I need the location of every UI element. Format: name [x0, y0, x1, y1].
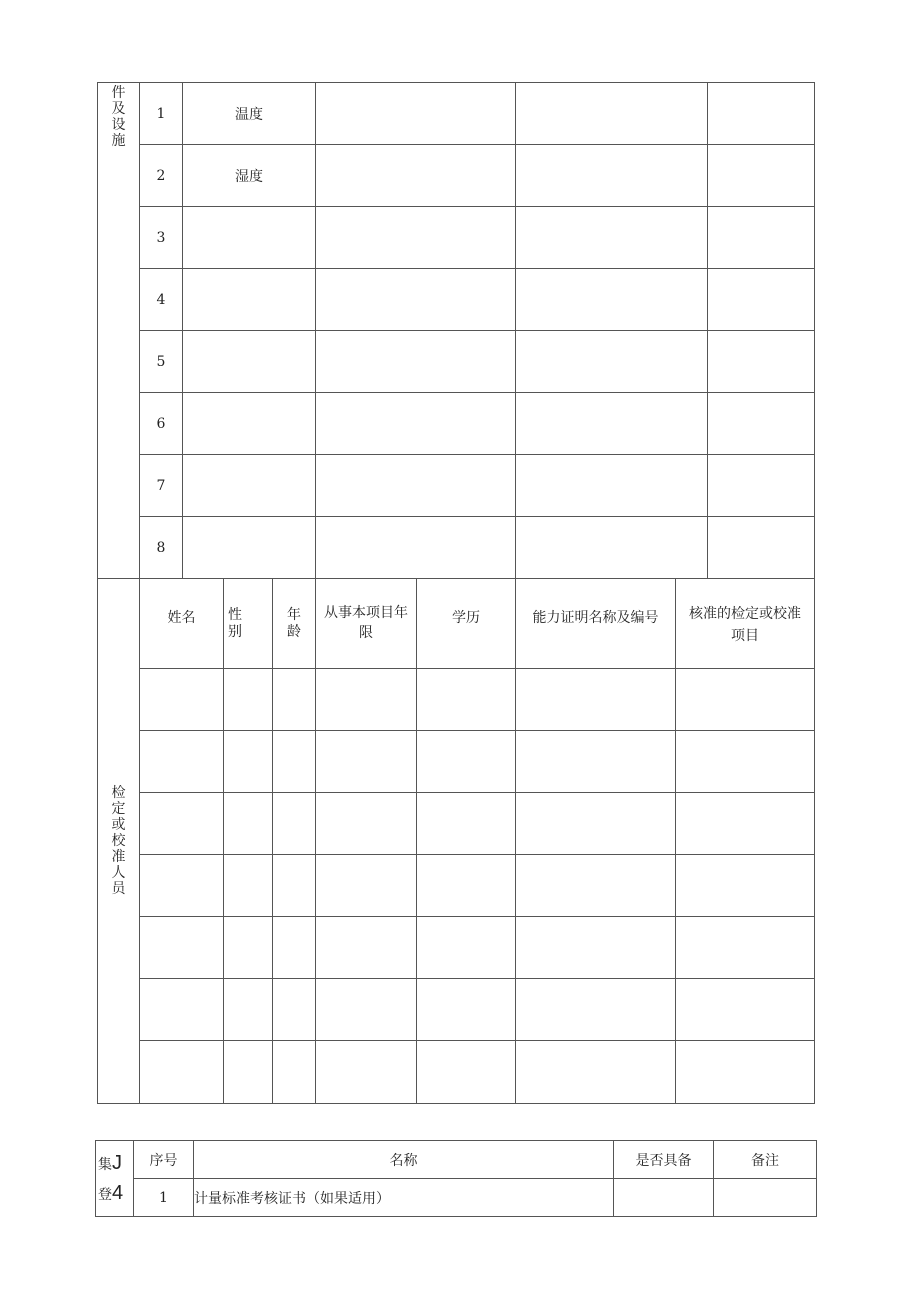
bottom-table	[95, 1140, 817, 1217]
table-row	[98, 979, 815, 1041]
personnel-cell[interactable]	[516, 1041, 676, 1104]
facility-cell[interactable]	[316, 269, 516, 331]
header-remark: 备注	[714, 1141, 817, 1179]
header-age: 年 龄	[273, 579, 316, 669]
personnel-cell[interactable]	[516, 731, 676, 793]
row-no: 1	[134, 1179, 194, 1217]
personnel-cell[interactable]	[140, 979, 224, 1041]
facility-no: 5	[140, 331, 183, 393]
facility-cell[interactable]	[316, 83, 516, 145]
row-name: 计量标准考核证书（如果适用）	[194, 1179, 614, 1217]
personnel-cell[interactable]	[140, 793, 224, 855]
table-row	[98, 793, 815, 855]
facility-item[interactable]	[183, 269, 316, 331]
personnel-cell[interactable]	[676, 793, 815, 855]
personnel-cell[interactable]	[316, 793, 417, 855]
table-row	[98, 669, 815, 731]
facility-no: 1	[140, 83, 183, 145]
personnel-cell[interactable]	[224, 793, 273, 855]
facility-cell[interactable]	[316, 517, 516, 579]
personnel-cell[interactable]	[273, 917, 316, 979]
header-name: 姓名	[140, 579, 224, 669]
personnel-cell[interactable]	[676, 979, 815, 1041]
side-glyph: J	[112, 1151, 122, 1174]
facility-cell[interactable]	[316, 145, 516, 207]
personnel-side-label: 检 定 或 校 准 人 员	[98, 579, 140, 1104]
facility-no: 7	[140, 455, 183, 517]
personnel-cell[interactable]	[417, 793, 516, 855]
personnel-cell[interactable]	[316, 855, 417, 917]
facility-cell[interactable]	[316, 331, 516, 393]
facility-cell[interactable]	[316, 455, 516, 517]
facility-item: 湿度	[183, 145, 316, 207]
facility-cell[interactable]	[708, 393, 815, 455]
personnel-cell[interactable]	[224, 855, 273, 917]
facility-cell[interactable]	[316, 393, 516, 455]
personnel-cell[interactable]	[516, 917, 676, 979]
personnel-cell[interactable]	[273, 669, 316, 731]
personnel-cell[interactable]	[676, 855, 815, 917]
header-items: 核准的检定或校准 项目	[676, 579, 815, 669]
facility-item[interactable]	[183, 517, 316, 579]
facility-cell[interactable]	[516, 269, 708, 331]
personnel-cell[interactable]	[417, 1041, 516, 1104]
table-row	[98, 855, 815, 917]
facility-cell[interactable]	[316, 207, 516, 269]
row-remark[interactable]	[714, 1179, 817, 1217]
personnel-cell[interactable]	[316, 731, 417, 793]
header-education: 学历	[417, 579, 516, 669]
personnel-cell[interactable]	[676, 1041, 815, 1104]
table-row	[98, 731, 815, 793]
personnel-cell[interactable]	[273, 731, 316, 793]
facility-no: 3	[140, 207, 183, 269]
personnel-cell[interactable]	[273, 855, 316, 917]
facility-cell[interactable]	[516, 145, 708, 207]
personnel-cell[interactable]	[224, 979, 273, 1041]
facility-cell[interactable]	[516, 393, 708, 455]
personnel-cell[interactable]	[224, 731, 273, 793]
facility-no: 6	[140, 393, 183, 455]
personnel-cell[interactable]	[516, 793, 676, 855]
personnel-cell[interactable]	[516, 979, 676, 1041]
facilities-side-label: 件 及 设 施	[98, 83, 140, 579]
facility-cell[interactable]	[708, 269, 815, 331]
personnel-cell[interactable]	[140, 855, 224, 917]
personnel-cell[interactable]	[140, 669, 224, 731]
personnel-cell[interactable]	[273, 793, 316, 855]
table-row	[98, 917, 815, 979]
personnel-cell[interactable]	[417, 855, 516, 917]
facility-item[interactable]	[183, 393, 316, 455]
header-years: 从事本项目年 限	[316, 579, 417, 669]
personnel-cell[interactable]	[417, 731, 516, 793]
personnel-cell[interactable]	[316, 1041, 417, 1104]
side-glyph: 4	[112, 1181, 124, 1204]
facility-cell[interactable]	[708, 455, 815, 517]
facility-item: 温度	[183, 83, 316, 145]
personnel-cell[interactable]	[417, 669, 516, 731]
personnel-cell[interactable]	[316, 917, 417, 979]
personnel-cell[interactable]	[676, 731, 815, 793]
personnel-cell[interactable]	[316, 979, 417, 1041]
facility-item[interactable]	[183, 331, 316, 393]
facility-cell[interactable]	[516, 455, 708, 517]
header-certificate: 能力证明名称及编号	[516, 579, 676, 669]
facility-cell[interactable]	[516, 83, 708, 145]
header-available: 是否具备	[614, 1141, 714, 1179]
facility-cell[interactable]	[708, 331, 815, 393]
personnel-cell[interactable]	[224, 669, 273, 731]
personnel-cell[interactable]	[417, 979, 516, 1041]
facility-item[interactable]	[183, 455, 316, 517]
personnel-cell[interactable]	[140, 1041, 224, 1104]
facility-cell[interactable]	[708, 517, 815, 579]
facility-no: 2	[140, 145, 183, 207]
facility-no: 4	[140, 269, 183, 331]
facility-item[interactable]	[183, 207, 316, 269]
main-table	[97, 82, 815, 1104]
personnel-cell[interactable]	[676, 917, 815, 979]
personnel-cell[interactable]	[417, 917, 516, 979]
facility-cell[interactable]	[708, 83, 815, 145]
personnel-cell[interactable]	[140, 917, 224, 979]
personnel-cell[interactable]	[516, 855, 676, 917]
personnel-cell[interactable]	[516, 669, 676, 731]
header-no: 序号	[134, 1141, 194, 1179]
personnel-cell[interactable]	[273, 1041, 316, 1104]
facility-no: 8	[140, 517, 183, 579]
header-item-name: 名称	[194, 1141, 614, 1179]
personnel-cell[interactable]	[140, 731, 224, 793]
personnel-cell[interactable]	[273, 979, 316, 1041]
facility-cell[interactable]	[516, 517, 708, 579]
personnel-cell[interactable]	[316, 669, 417, 731]
facility-cell[interactable]	[708, 145, 815, 207]
table-row	[98, 1041, 815, 1104]
facility-cell[interactable]	[516, 331, 708, 393]
personnel-cell[interactable]	[224, 1041, 273, 1104]
row-available[interactable]	[614, 1179, 714, 1217]
personnel-cell[interactable]	[224, 917, 273, 979]
bottom-side-label: 集J 登4	[96, 1141, 134, 1217]
facility-cell[interactable]	[708, 207, 815, 269]
table-row	[96, 1179, 817, 1217]
header-gender: 性 别	[224, 579, 273, 669]
personnel-cell[interactable]	[676, 669, 815, 731]
facility-cell[interactable]	[516, 207, 708, 269]
